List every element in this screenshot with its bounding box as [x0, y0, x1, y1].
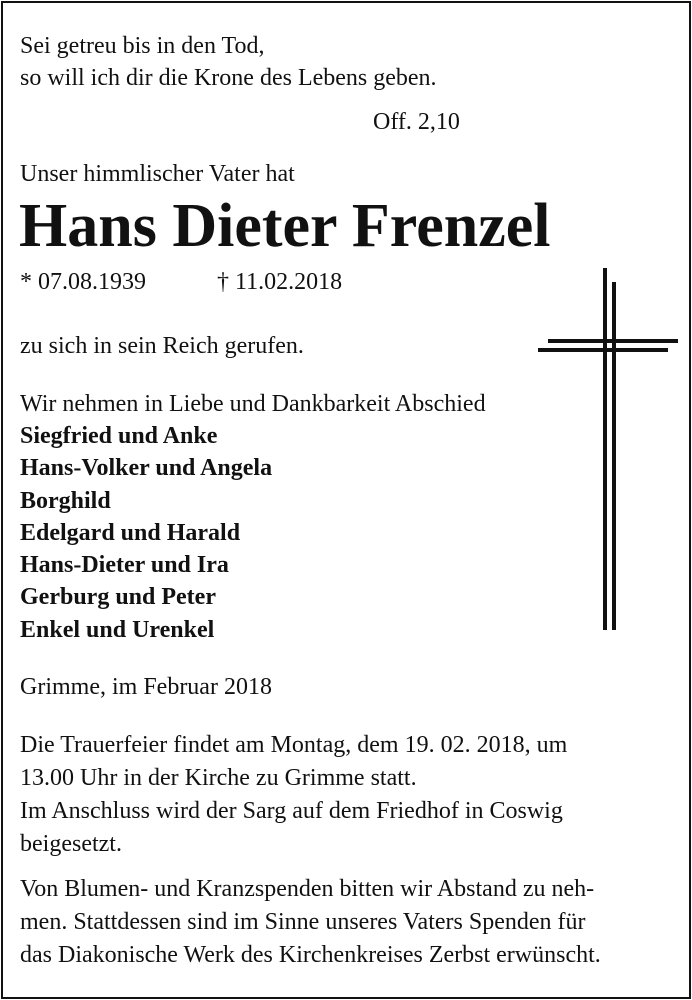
- mourner-name: Gerburg und Peter: [20, 584, 216, 611]
- funeral-info: [20, 729, 666, 861]
- called-home-text: zu sich in sein Reich gerufen.: [20, 333, 304, 359]
- funeral-info-line: Im Anschluss wird der Sarg auf dem Friedhof in Coswig: [20, 798, 563, 824]
- birth-date: * 07.08.1939: [20, 269, 146, 295]
- funeral-info-line: beigesetzt.: [20, 831, 122, 857]
- mourner-name: Edelgard und Harald: [20, 519, 241, 546]
- mourner-name: Hans-Volker und Angela: [20, 455, 273, 482]
- funeral-info-line: Die Trauerfeier findet am Montag, dem 19. 02. 2018, um: [20, 732, 568, 758]
- mourner-name: Enkel und Urenkel: [20, 616, 215, 643]
- place-and-date: Grimme, im Februar 2018: [20, 674, 272, 700]
- mourner-name: Borghild: [20, 487, 111, 514]
- bible-verse-line-1: Sei getreu bis in den Tod,: [20, 33, 265, 59]
- mourner-name: Hans-Dieter und Ira: [20, 552, 229, 579]
- donation-note-line: das Diakonische Werk des Kirchenkreises Zerbst erwünscht.: [20, 942, 601, 968]
- bible-verse-reference: Off. 2,10: [373, 109, 460, 135]
- deceased-name: Hans Dieter Frenzel: [19, 192, 551, 260]
- donation-note: [20, 873, 668, 972]
- death-date: † 11.02.2018: [217, 269, 343, 295]
- cross-icon: [538, 268, 678, 630]
- intro-text: Unser himmlischer Vater hat: [20, 161, 295, 187]
- farewell-text: Wir nehmen in Liebe und Dankbarkeit Abschied: [20, 391, 486, 417]
- donation-note-line: men. Stattdessen sind im Sinne unseres Vaters Spenden für: [20, 909, 586, 935]
- bible-verse-line-2: so will ich dir die Krone des Lebens geben.: [20, 65, 437, 91]
- mourners-list: [20, 420, 272, 646]
- funeral-info-line: 13.00 Uhr in der Kirche zu Grimme statt.: [20, 765, 417, 791]
- mourner-name: Siegfried und Anke: [20, 423, 218, 449]
- donation-note-line: Von Blumen- und Kranzspenden bitten wir Abstand zu neh-: [20, 876, 595, 902]
